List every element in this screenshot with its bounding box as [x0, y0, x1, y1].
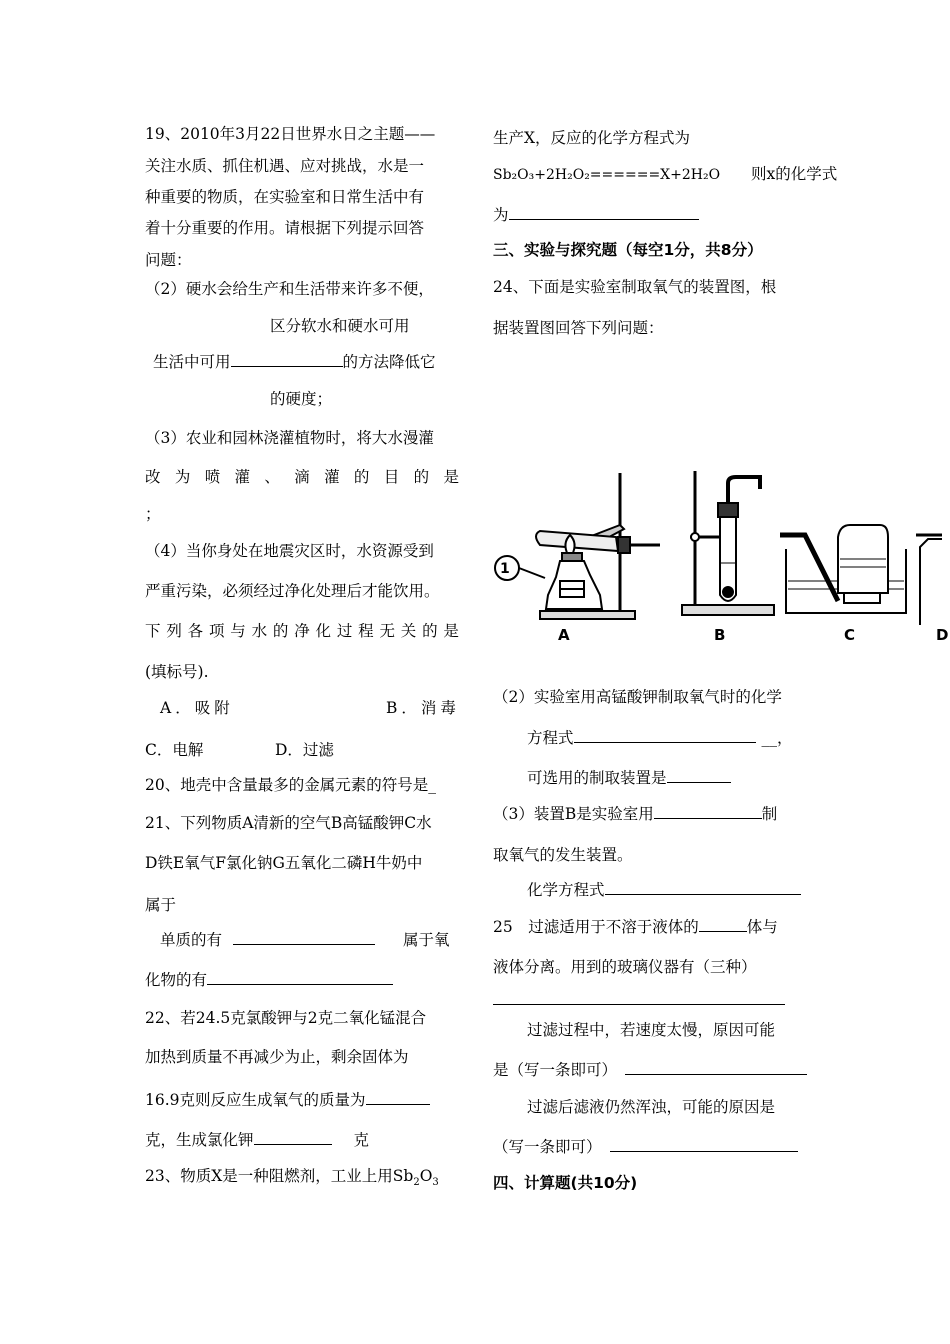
- q19-part2-line2: 区分软水和硬水可用: [270, 317, 410, 335]
- q19-line5: 问题：: [145, 251, 192, 269]
- q19-line2: 关注水质、抓住机遇、应对挑战，水是一: [145, 157, 425, 175]
- figure-label-a: A: [558, 626, 570, 644]
- section-4-heading: 四、计算题(共10分): [493, 1174, 638, 1192]
- q24-line2: 据装置图回答下列问题：: [493, 319, 664, 337]
- answer-blank[interactable]: [254, 1130, 332, 1145]
- q24-part3-eq-label: 化学方程式: [527, 881, 605, 899]
- q22-unit: 克: [353, 1131, 370, 1149]
- figure-marker-text: 1: [500, 561, 510, 577]
- q25-line1-post: 体与: [746, 918, 778, 936]
- q25-line1-pre: 25 过滤适用于不溶于液体的: [493, 918, 699, 936]
- answer-blank[interactable]: [233, 930, 375, 945]
- q25-line3: [493, 990, 785, 1010]
- q19-part4-line3: [145, 621, 459, 641]
- q25-line2: 液体分离。用到的玻璃仪器有（三种）: [493, 958, 757, 976]
- option-c: C．电解: [145, 741, 204, 759]
- char: 喷: [204, 468, 221, 486]
- q19-part4-line4: (填标号).: [145, 663, 209, 681]
- answer-blank[interactable]: [574, 728, 756, 743]
- q19-part3-line2: [145, 467, 459, 487]
- q25-line1: [493, 917, 778, 937]
- char: 化: [315, 622, 332, 640]
- q21-oxide-label-b: 化物的有: [145, 971, 208, 989]
- answer-blank[interactable]: [207, 970, 393, 985]
- q19-part4-line1: （4）当你身处在地震灾区时，水资源受到: [145, 542, 434, 560]
- q24-part2-line2: [527, 728, 793, 748]
- figure-label-d: D: [936, 626, 949, 644]
- q19-part3-line3: ；: [145, 505, 161, 523]
- figure-label-c: C: [844, 626, 856, 644]
- char: 无: [379, 622, 395, 640]
- q22-line1: 22、若24.5克氯酸钾与2克二氧化锰混合: [145, 1009, 427, 1027]
- q19-part3-line1: （3）农业和园林浇灌植物时，将大水漫灌: [145, 429, 434, 447]
- section-3-heading: 三、实验与探究题（每空1分，共8分）: [493, 241, 763, 259]
- q23-cont-line1: 生产X，反应的化学方程式为: [493, 129, 691, 147]
- q23-line1-mid: O: [419, 1167, 433, 1185]
- q24-part3-line2: 取氧气的发生装置。: [493, 846, 633, 864]
- q21-line5: [145, 970, 393, 990]
- q24-part3-line3: [527, 880, 801, 900]
- q23-answer-line: [493, 205, 699, 225]
- char: 的: [272, 622, 289, 640]
- q19-line3: 种重要的物质，在实验室和日常生活中有: [145, 188, 425, 206]
- option-d: D．过滤: [275, 741, 334, 759]
- q21-line3: 属于: [145, 896, 177, 914]
- q19-part2-line3-pre: 生活中可用: [153, 353, 231, 371]
- answer-blank[interactable]: [493, 990, 785, 1005]
- char: 净: [294, 622, 310, 640]
- option-a: A．吸附: [160, 699, 234, 717]
- option-b: B．消毒: [386, 699, 460, 717]
- answer-blank[interactable]: [231, 352, 343, 367]
- answer-blank[interactable]: [366, 1090, 430, 1105]
- answer-blank[interactable]: [654, 804, 762, 819]
- q25-line7: [493, 1137, 798, 1157]
- answer-blank[interactable]: [509, 205, 699, 220]
- q24-part2-line3: [527, 768, 731, 788]
- q22-line2: 加热到质量不再减少为止，剩余固体为: [145, 1048, 409, 1066]
- q23-equation-line: [493, 164, 837, 185]
- char: 是: [443, 622, 459, 640]
- q23-line1: [145, 1166, 439, 1193]
- char: 的: [422, 622, 438, 640]
- char: 项: [208, 622, 225, 640]
- char: 的: [413, 468, 430, 486]
- q23-answer-label: 为: [493, 206, 509, 224]
- q22-line3: [145, 1090, 430, 1110]
- q24-part2-line1: （2）实验室用高锰酸钾制取氧气时的化学: [493, 688, 782, 706]
- char: 关: [400, 622, 417, 640]
- char: 列: [166, 622, 182, 640]
- answer-blank[interactable]: [610, 1137, 798, 1152]
- q25-line7-label: （写一条即可）: [493, 1138, 602, 1156]
- q21-oxide-label-a: 属于氧: [403, 931, 450, 949]
- char: 、: [264, 468, 280, 486]
- subscript: 3: [432, 1177, 439, 1189]
- q25-line5-label: 是（写一条即可）: [493, 1061, 618, 1079]
- answer-blank[interactable]: [625, 1060, 807, 1075]
- q25-line5: [493, 1060, 807, 1080]
- char: 水: [251, 622, 268, 640]
- q24-part3-post: 制: [761, 805, 778, 823]
- q20-line: 20、地壳中含量最多的金属元素的符号是_: [145, 776, 436, 794]
- char: 滴: [294, 468, 310, 486]
- answer-blank[interactable]: [667, 768, 731, 783]
- q22-line4: [145, 1130, 369, 1150]
- q24-part2-label: 方程式: [527, 729, 574, 747]
- q21-elem-label: 单质的有: [160, 931, 223, 949]
- char: 目: [383, 468, 400, 486]
- figure-label-b: B: [714, 626, 726, 644]
- q19-line4: 着十分重要的作用。请根据下列提示回答: [145, 219, 425, 237]
- q19-part4-line2: 严重污染，必须经过净化处理后才能饮用。: [145, 582, 440, 600]
- answer-blank[interactable]: [605, 880, 801, 895]
- q19-part2-line4: 的硬度；: [270, 390, 333, 408]
- q24-part3-pre: （3）装置B是实验室用: [493, 805, 654, 823]
- q19-part2-line1: （2）硬水会给生产和生活带来许多不便，: [145, 280, 434, 298]
- char: 下: [145, 622, 161, 640]
- chemical-equation: Sb₂O₃+2H₂O₂======X+2H₂O: [493, 167, 721, 183]
- q22-line4-text: 克，生成氯化钾: [145, 1131, 254, 1149]
- q24-part3-line1: [493, 804, 777, 824]
- char: 灌: [324, 468, 340, 486]
- subscript: 2: [413, 1177, 420, 1189]
- char: 改: [145, 468, 161, 486]
- q23-line1-pre: 23、物质X是一种阻燃剂，工业上用Sb: [145, 1167, 414, 1185]
- q25-line6: 过滤后滤液仍然浑浊，可能的原因是: [527, 1098, 776, 1116]
- q25-line4: 过滤过程中，若速度太慢，原因可能: [527, 1021, 776, 1039]
- char: 各: [187, 622, 204, 640]
- char: 与: [230, 622, 246, 640]
- char: 为: [174, 468, 191, 486]
- char: 的: [353, 468, 370, 486]
- q21-line4: [160, 930, 375, 950]
- apparatus-figure: [490, 465, 950, 645]
- q21-line2: D铁E氧气F氯化钠G五氧化二磷H牛奶中: [145, 854, 423, 872]
- q24-line1: 24、下面是实验室制取氧气的装置图，根: [493, 278, 777, 296]
- q19-part2-line3-post: 的方法降低它: [342, 353, 436, 371]
- answer-blank[interactable]: [699, 917, 747, 932]
- char: 是: [443, 468, 459, 486]
- q24-part2-line3-label: 可选用的制取装置是: [527, 769, 667, 787]
- q21-line1: 21、下列物质A清新的空气B高锰酸钾C水: [145, 814, 432, 832]
- q19-part2-line3: [153, 352, 436, 372]
- q22-line3-text: 16.9克则反应生成氧气的质量为: [145, 1091, 366, 1109]
- char: 灌: [234, 468, 251, 486]
- q19-line1: 19、2010年3月22日世界水日之主题——: [145, 125, 436, 143]
- q23-equation-post: 则x的化学式: [751, 165, 838, 183]
- char: 程: [358, 622, 374, 640]
- char: 过: [336, 622, 353, 640]
- q24-part2-end: __，: [761, 729, 793, 747]
